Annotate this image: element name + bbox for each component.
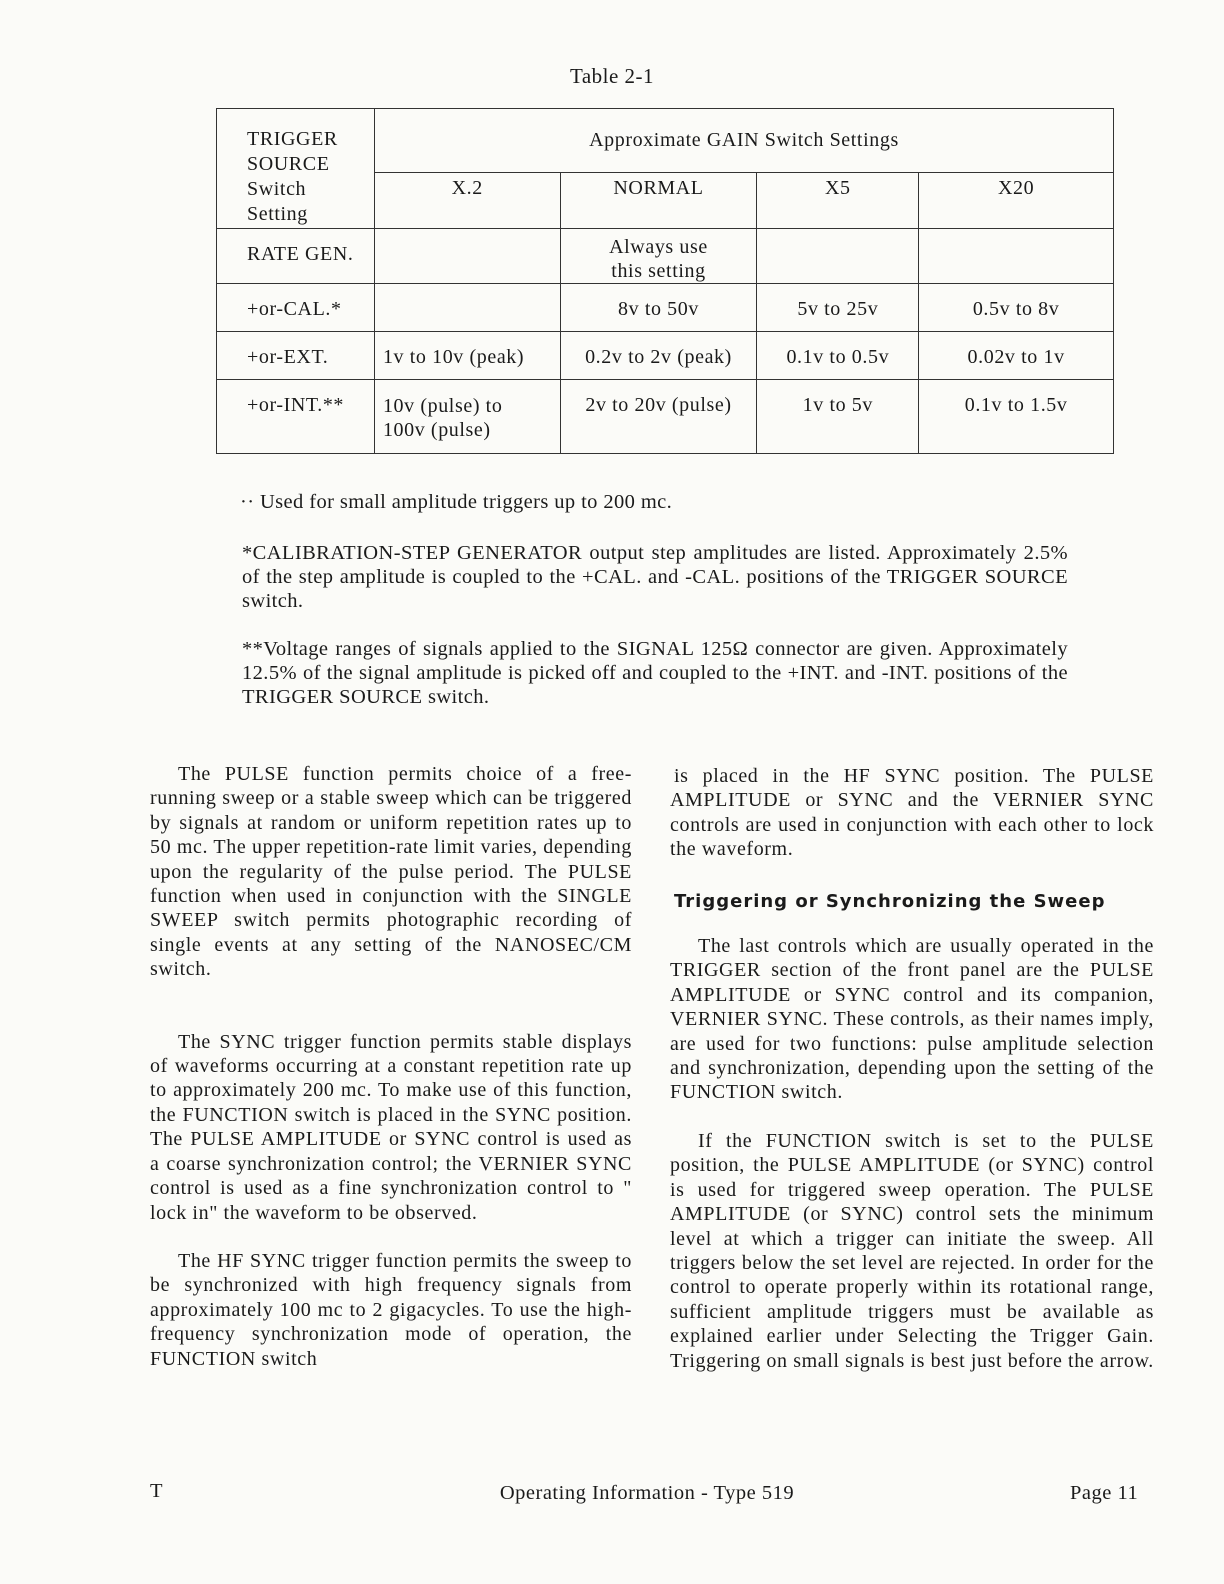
paragraph-hf-sync-continued: is placed in the HF SYNC position. The PULSE AMPLITUDE or SYNC and the VERNIER SYNC controls are used in conjunction with each other to lock the waveform.: [670, 765, 1154, 861]
page-number: Page 11: [1070, 1482, 1139, 1504]
gain-group-header: Approximate GAIN Switch Settings: [374, 109, 1113, 173]
column-header: X5: [757, 173, 919, 229]
table-cell: 0.5v to 8v: [919, 284, 1114, 332]
table-cell: 5v to 25v: [757, 284, 919, 332]
table-cell: 0.02v to 1v: [919, 332, 1114, 380]
footer-title: Operating Information - Type 519: [499, 1482, 795, 1504]
row-label: RATE GEN.: [217, 229, 375, 284]
paragraph-pulse-function: The PULSE function permits choice of a free-running sweep or a stable sweep which can be triggered by signals at random or uniform repetition rates up to 50 mc. The upper repetition-rate limit varies, depending upon the regularity of the pulse period. The PULSE function when used in conjunction with the SINGLE SWEEP switch permits photographic recording of single events at any setting of the NANOSEC/CM switch.: [150, 763, 632, 981]
column-header: X.2: [374, 173, 560, 229]
table-row: [217, 284, 1114, 332]
table-cell: 1v to 10v (peak): [374, 332, 560, 380]
paragraph-sync-function: The SYNC trigger function permits stable displays of waveforms occurring at a constant repetition rate up to approximately 200 mc. To make use of this function, the FUNCTION switch is placed in the SYNC position. The PULSE AMPLITUDE or SYNC control is used as a coarse synchronization control; the VERNIER SYNC control is used as a fine synchronization control to " lock in" the waveform to be observed.: [150, 1030, 632, 1224]
table-cell: 0.1v to 1.5v: [919, 380, 1114, 454]
table-row: [217, 380, 1114, 454]
table-cell: Always use this setting: [560, 229, 757, 284]
footnote-voltage-ranges: **Voltage ranges of signals applied to the SIGNAL 125Ω connector are given. Approximately 12.5% of the signal amplitude is picked off and coupled to the +INT. and -INT. positions of the TRIGGER SOURCE switch.: [242, 638, 1068, 708]
table-row: [217, 229, 1114, 284]
paragraph-trigger-controls: The last controls which are usually operated in the TRIGGER section of the front panel are the PULSE AMPLITUDE or SYNC control and its companion, VERNIER SYNC. These controls, as their names imply, are used for two functions: pulse amplitude selection and synchronization, depending upon the setting of the FUNCTION switch.: [670, 935, 1154, 1104]
table-title: Table 2-1: [569, 64, 655, 88]
table-cell: [757, 229, 919, 284]
paragraph-hf-sync-function: The HF SYNC trigger function permits the sweep to be synchronized with high frequency signals from approximately 100 mc to 2 gigacycles. To use the high-frequency synchronization mode of operation, the FUNCTION switch: [150, 1249, 632, 1370]
row-label: +or-EXT.: [217, 332, 375, 380]
table-cell: 1v to 5v: [757, 380, 919, 454]
footer-left: T: [150, 1480, 164, 1502]
left-column: [150, 762, 632, 1371]
column-header: X20: [919, 173, 1114, 229]
table-cell: [919, 229, 1114, 284]
row-label: +or-INT.**: [217, 380, 375, 454]
table-cell: 8v to 50v: [560, 284, 757, 332]
gain-settings-table: [216, 108, 1114, 454]
paragraph-pulse-amplitude: If the FUNCTION switch is set to the PULSE position, the PULSE AMPLITUDE (or SYNC) control is used for triggered sweep operation. The PULSE AMPLITUDE (or SYNC) control sets the minimum level at which a trigger can initiate the sweep. All triggers below the set level are rejected. In order for the control to operate properly within its rotational range, sufficient amplitude triggers must be available as explained earlier under Selecting the Trigger Gain. Triggering on small signals is best just before the arrow.: [670, 1129, 1154, 1372]
table-cell: 0.1v to 0.5v: [757, 332, 919, 380]
footnote-small-amplitude: ·· Used for small amplitude triggers up to 200 mc.: [240, 491, 673, 513]
column-header: NORMAL: [560, 173, 757, 229]
footnote-calibration: *CALIBRATION-STEP GENERATOR output step amplitudes are listed. Approximately 2.5% of the step amplitude is coupled to the +CAL. and -CAL. positions of the TRIGGER SOURCE switch.: [242, 542, 1068, 612]
table-cell: [374, 229, 560, 284]
table-row: [217, 332, 1114, 380]
trigger-source-header: TRIGGER SOURCE Switch Setting: [217, 109, 375, 229]
section-heading: Triggering or Synchronizing the Sweep: [674, 890, 1106, 912]
table-cell: 2v to 20v (pulse): [560, 380, 757, 454]
right-column: [670, 764, 1154, 1373]
row-label: +or-CAL.*: [217, 284, 375, 332]
table-cell: 10v (pulse) to 100v (pulse): [374, 380, 560, 454]
table-cell: [374, 284, 560, 332]
table-cell: 0.2v to 2v (peak): [560, 332, 757, 380]
